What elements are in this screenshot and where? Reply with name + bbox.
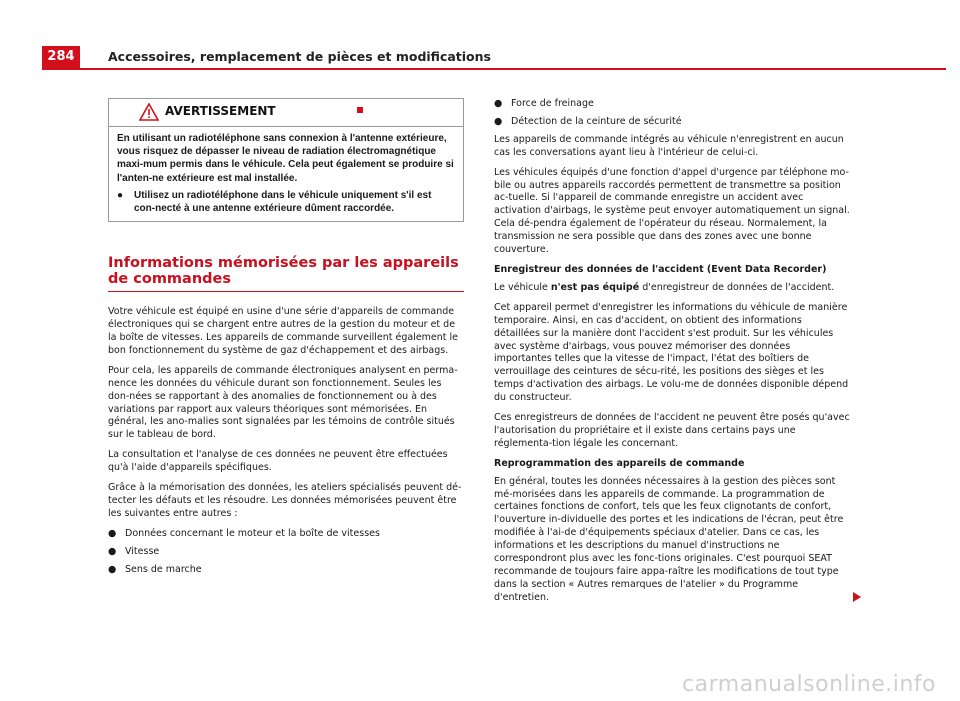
list-item (108, 564, 464, 577)
list-item (108, 546, 464, 559)
paragraph: Cet appareil permet d'enregistrer les informations du véhicule de manière temporaire. Ainsi, en cas d'accident, on obtient des informations détaillées sur la manière dont l'accident s'est produit. Sur les véhicules avec système d'airbags, vous pouvez mémoriser des données importantes telles que la vitesse de l'impact, l'état des boîtiers de verrouillage des ceintures de sécu-rité, les positions des sièges et les temps d'activation des airbags. Le volu-me de données disponible dépend du constructeur. (494, 301, 849, 404)
warning-title: AVERTISSEMENT (165, 104, 276, 118)
warning-header (109, 99, 463, 127)
paragraph: Les appareils de commande intégrés au véhicule n'enregistrent en aucun cas les conversations ayant lieu à l'intérieur de celui-ci. (494, 133, 844, 158)
bullet-dot: ● (108, 563, 117, 575)
page-number: 284 (42, 46, 80, 68)
bullet-dot: ● (117, 189, 124, 201)
bullet-dot: ● (494, 115, 503, 127)
page-header (42, 46, 946, 70)
warning-bullet-text: Utilisez un radiotéléphone dans le véhicule uniquement s'il est con-necté à une antenne extérieure dûment raccordée. (134, 189, 432, 215)
right-column (494, 98, 850, 612)
warning-box (108, 98, 464, 222)
paragraph: Pour cela, les appareils de commande électroniques analysent en perma-nence les données du véhicule durant son fonctionnement. Seules les don-nées se rapportant à des anomalies de fonctionnement ou à des variations par rapport aux valeurs théoriques sont mémorisées. En général, les ano-malies sont signalées par les témoins de contrôle situés sur le tableau de bord. (108, 364, 458, 441)
paragraph (494, 282, 850, 295)
list-item-text: Détection de la ceinture de sécurité (511, 115, 682, 127)
warning-triangle-icon (139, 103, 159, 121)
warning-body (109, 127, 463, 221)
paragraph: En général, toutes les données nécessaires à la gestion des pièces sont mé-morisées dans les appareils de commande. La programmation de certaines fonctions de confort, tels que les feux clignotants de confort, l'ouverture in-dividuelle des portes et les indications de l'écran, peut être modifiée à l'ai-de d'équipements spéciaux d'atelier. Dans ce cas, les informations et les descriptions du manuel d'instructions ne correspondront plus avec les fonc-tions originales. C'est pourquoi SEAT recommande de toujours faire appa-raître les modifications de tout type dans la section « Autres remarques de l'atelier » du Programme d'entretien. (494, 475, 844, 603)
chapter-title: Accessoires, remplacement de pièces et modifications (108, 49, 491, 64)
warning-paragraph: En utilisant un radiotéléphone sans connexion à l'antenne extérieure, vous risquez de dépasser le niveau de radiation électromagnétique maxi-mum permis dans le véhicule. Cela peut également se produire si l'anten-ne extérieure est mal installée. (117, 133, 454, 184)
paragraph: La consultation et l'analyse de ces données ne peuvent être effectuées qu'à l'aide d'appareils spécifiques. (108, 449, 448, 474)
list-item (494, 98, 850, 111)
warning-end-marker (357, 107, 363, 113)
text-run: Le véhicule (494, 281, 551, 293)
section-title: Informations mémorisées par les appareils de commandes (108, 255, 464, 292)
bullet-dot: ● (494, 98, 503, 109)
list-item-text: Données concernant le moteur et la boîte de vitesses (125, 527, 380, 539)
subsection-title: Enregistreur des données de l'accident (Event Data Recorder) (494, 263, 827, 275)
warning-bullet (117, 189, 455, 215)
left-column (108, 98, 464, 582)
text-run: d'enregistreur de données de l'accident. (639, 281, 835, 293)
list-item-text: Force de freinage (511, 98, 594, 109)
list-item (108, 528, 464, 541)
watermark: carmanualsonline.info (682, 672, 936, 697)
paragraph: Votre véhicule est équipé en usine d'une série d'appareils de commande électroniques qui se chargent entre autres de la gestion du moteur et de la boîte de vitesses. Les appareils de commande surveillent également le bon fonctionnement du système de gaz d'échappement et des airbags. (108, 306, 459, 356)
list-item-text: Vitesse (125, 545, 160, 557)
bullet-dot: ● (108, 545, 117, 557)
list-item (494, 116, 850, 129)
paragraph: Les véhicules équipés d'une fonction d'appel d'urgence par téléphone mo-bile ou autres appareils raccordés permettent de transmettre sa position ac-tuelle. Si l'appareil de commande enregistre un accident avec activation d'airbags, le système peut envoyer automatiquement un signal. Cela dé-pendra également de l'opérateur du réseau. Normalement, la transmission ne sera possible que dans des zones avec une bonne couverture. (494, 166, 850, 256)
paragraph: Grâce à la mémorisation des données, les ateliers spécialisés peuvent dé-tecter les défauts et les résoudre. Les données mémorisées peuvent être les suivantes entre autres : (108, 482, 462, 519)
paragraph: Ces enregistreurs de données de l'accident ne peuvent être posés qu'avec l'autorisation du propriétaire et il existe dans certains pays une réglementa-tion légale les concernant. (494, 412, 850, 449)
next-page-arrow-icon (853, 592, 861, 602)
subsection-title: Reprogrammation des appareils de commande (494, 457, 745, 469)
bullet-dot: ● (108, 527, 117, 539)
emphasis: n'est pas équipé (550, 281, 640, 293)
list-item-text: Sens de marche (125, 563, 202, 575)
